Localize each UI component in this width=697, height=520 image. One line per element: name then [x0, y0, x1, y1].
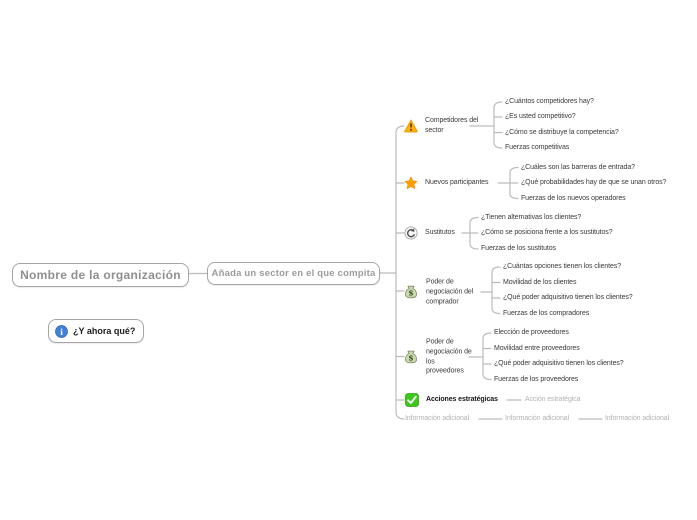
svg-text:$: $	[408, 288, 414, 298]
subtopic[interactable]: Fuerzas de los proveedores	[494, 375, 579, 383]
branch-topic-competidores[interactable]: Competidores del sector	[425, 117, 479, 134]
subtopic[interactable]: ¿Cómo se posiciona frente a los sustitutos?	[481, 229, 613, 237]
subtopic[interactable]: Fuerzas de los sustitutos	[481, 245, 556, 253]
subtopic-placeholder[interactable]: Información adicional	[505, 415, 570, 423]
branch-topic-sustitutos[interactable]: Sustitutos	[425, 229, 455, 237]
subtopic[interactable]: ¿Qué poder adquisitivo tienen los clientes?	[494, 360, 624, 368]
subtopic[interactable]: Fuerzas de los compradores	[503, 309, 590, 317]
subtopic[interactable]: Fuerzas de los nuevos operadores	[521, 194, 626, 202]
subtopic[interactable]: Fuerzas competitivas	[505, 144, 570, 152]
branch-topic-poder-proveedores[interactable]: Poder de negociación de los proveedores	[426, 338, 472, 375]
subtopic[interactable]: ¿Cuántas opciones tienen los clientes?	[503, 263, 621, 271]
branch-topic-acciones[interactable]: Acciones estratégicas	[426, 396, 498, 404]
warning-icon	[404, 119, 418, 133]
subtopic[interactable]: Elección de proveedores	[494, 329, 569, 337]
svg-text:i: i	[60, 327, 63, 338]
money-bag-icon	[404, 350, 418, 364]
sector-placeholder-node[interactable]	[207, 262, 380, 285]
what-now-node[interactable]	[48, 319, 144, 343]
star-icon	[404, 176, 418, 190]
info-icon	[55, 325, 68, 338]
money-bag-icon	[404, 285, 418, 299]
svg-text:$: $	[408, 353, 414, 363]
substitutes-refresh-icon	[404, 226, 418, 240]
organization-name-node[interactable]	[12, 263, 189, 287]
organization-name-label: Nombre de la organización	[20, 268, 181, 282]
subtopic[interactable]: Movilidad de los clientes	[503, 278, 577, 286]
what-now-label: ¿Y ahora qué?	[73, 326, 136, 336]
subtopic[interactable]: ¿Cómo se distribuye la competencia?	[505, 128, 619, 136]
subtopic[interactable]: ¿Qué probabilidades hay de que se unan otros?	[521, 179, 667, 187]
subtopic-placeholder[interactable]: Acción estratégica	[525, 396, 581, 404]
branch-topic-nuevos-participantes[interactable]: Nuevos participantes	[425, 179, 489, 187]
sector-placeholder-label: Añada un sector en el que compita	[211, 268, 376, 279]
subtopic[interactable]: ¿Es usted competitivo?	[505, 113, 576, 121]
subtopic[interactable]: ¿Cuántos competidores hay?	[505, 98, 594, 106]
subtopic[interactable]: ¿Tienen alternativas los clientes?	[481, 213, 582, 221]
branch-topic-poder-comprador[interactable]: Poder de negociación del comprador	[426, 278, 474, 305]
subtopic[interactable]: ¿Qué poder adquisitivo tienen los clientes?	[503, 294, 633, 302]
branch-topic-info-adicional[interactable]: Información adicional	[405, 415, 470, 423]
subtopic[interactable]: Movilidad entre proveedores	[494, 344, 580, 352]
subtopic[interactable]: ¿Cuáles son las barreras de entrada?	[521, 163, 635, 171]
subtopic-placeholder[interactable]: Información adicional	[605, 415, 670, 423]
check-icon	[405, 393, 419, 407]
